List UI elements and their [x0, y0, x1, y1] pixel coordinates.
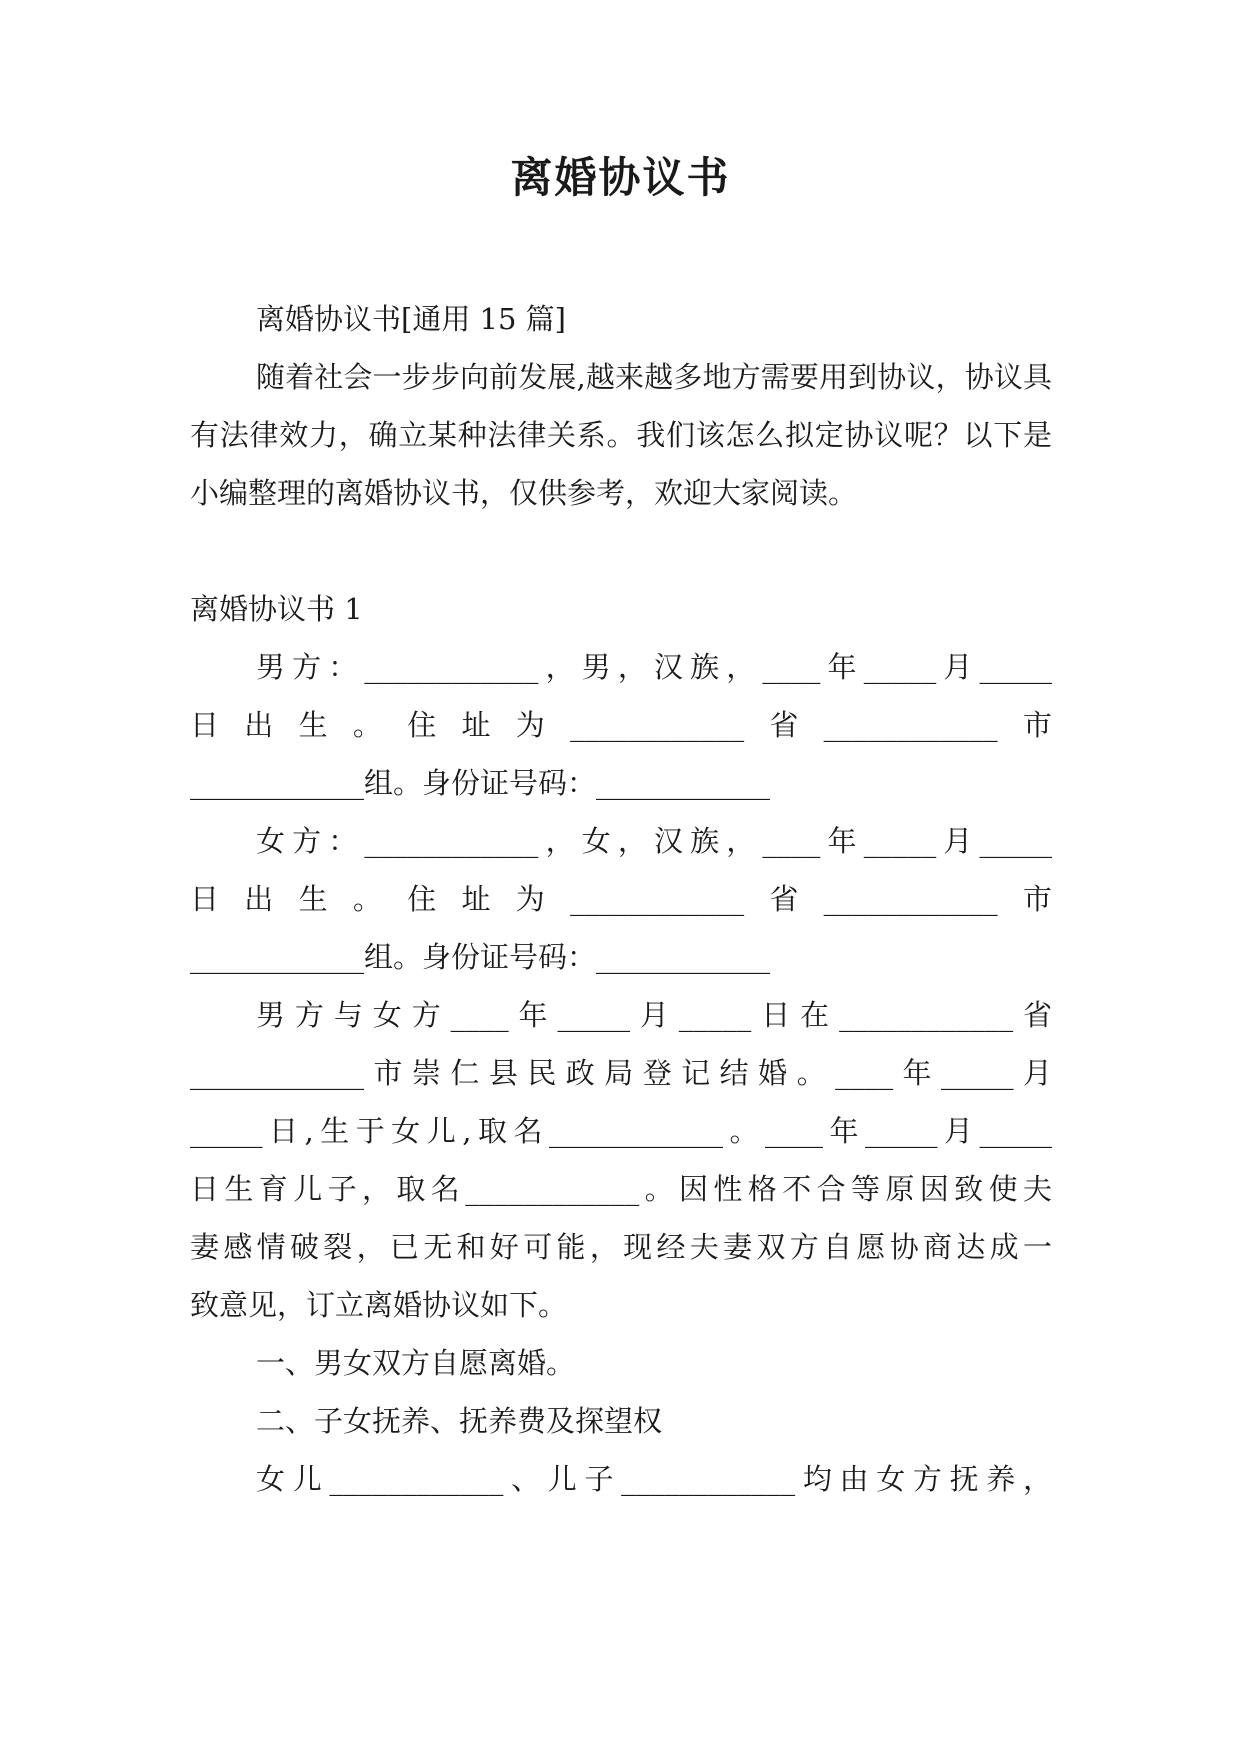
custody-line: 女儿____________、儿子____________均由女方抚养，: [256, 1462, 1052, 1496]
section-spacer: [190, 522, 1052, 580]
intro-paragraph: 随着社会一步步向前发展,越来越多地方需要用到协议，协议具有法律效力，确立某种法律关系。我们该怎么拟定协议呢？以下是小编整理的离婚协议书，仅供参考，欢迎大家阅读。: [190, 360, 1052, 510]
man-info-line-1: 男方：____________，男，汉族，____年_____月_____: [256, 650, 1052, 684]
document-body: [190, 290, 1052, 1508]
woman-info-line-2: 日出生。住址为____________省____________市: [190, 882, 1052, 916]
woman-info-line-1: 女方：____________，女，汉族，____年_____月_____: [256, 824, 1052, 858]
man-info-paragraph: [190, 638, 1052, 812]
woman-info-line-3: ____________组。身份证号码：____________: [190, 940, 771, 974]
document-title: 离婚协议书: [510, 153, 731, 202]
document-subtitle: 离婚协议书[通用 15 篇]: [256, 302, 566, 336]
marriage-line-3: _____日,生于女儿,取名____________。____年_____月_____: [190, 1114, 1052, 1148]
marriage-line-5: 妻感情破裂，已无和好可能，现经夫妻双方自愿协商达成一: [190, 1230, 1052, 1264]
woman-info-paragraph: [190, 812, 1052, 986]
marriage-line-2: ____________市崇仁县民政局登记结婚。____年_____月: [190, 1056, 1052, 1090]
marriage-line-4: 日生育儿子，取名____________。因性格不合等原因致使夫: [190, 1172, 1052, 1206]
clause-2: 二、子女抚养、抚养费及探望权: [256, 1404, 663, 1438]
man-info-line-3: ____________组。身份证号码：____________: [190, 766, 771, 800]
marriage-line-1: 男方与女方____年_____月_____日在____________省: [256, 998, 1052, 1032]
section-heading: 离婚协议书 1: [190, 592, 363, 626]
man-info-line-2: 日出生。住址为____________省____________市: [190, 708, 1052, 742]
marriage-line-6: 致意见，订立离婚协议如下。: [190, 1288, 568, 1322]
clause-1: 一、男女双方自愿离婚。: [256, 1346, 576, 1380]
marriage-paragraph: [190, 986, 1052, 1334]
